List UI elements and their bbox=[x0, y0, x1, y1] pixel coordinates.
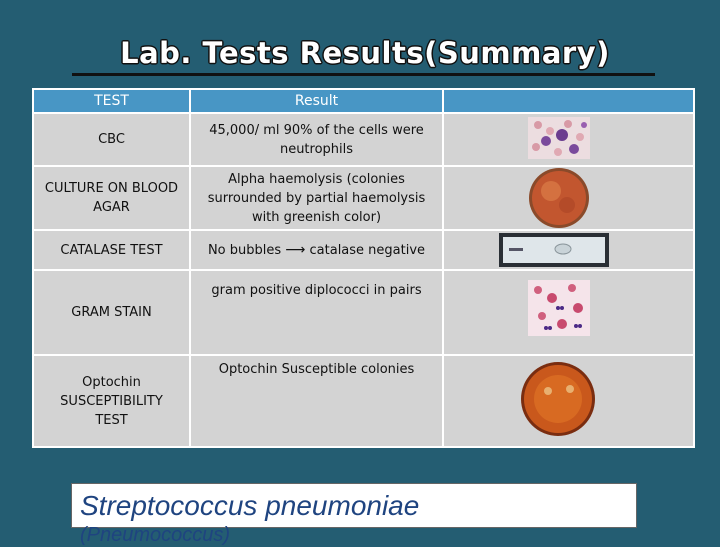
image-cell bbox=[443, 230, 694, 270]
gram-stain-image bbox=[528, 280, 590, 336]
optochin-plate-image bbox=[520, 361, 596, 437]
header-result: Result bbox=[190, 89, 443, 113]
right-arrow-icon: ⟶ bbox=[285, 241, 306, 258]
image-cell bbox=[443, 166, 694, 230]
test-name: CATALASE TEST bbox=[33, 230, 190, 270]
catalase-result-after: catalase negative bbox=[309, 242, 426, 258]
catalase-slide-image bbox=[499, 233, 609, 267]
title-underline bbox=[72, 73, 655, 76]
table-row bbox=[33, 270, 694, 355]
test-name: Optochin SUSCEPTIBILITY TEST bbox=[33, 355, 190, 447]
table-row bbox=[33, 113, 694, 166]
test-name: CULTURE ON BLOOD AGAR bbox=[33, 166, 190, 230]
table-header-row bbox=[33, 89, 694, 113]
header-test: TEST bbox=[33, 89, 190, 113]
test-result: Optochin Susceptible colonies bbox=[190, 355, 443, 447]
image-cell bbox=[443, 113, 694, 166]
table-row bbox=[33, 166, 694, 230]
blood-smear-image bbox=[528, 117, 590, 159]
page-title: Lab. Tests Results(Summary) bbox=[120, 36, 610, 70]
answer-organism: Streptococcus pneumoniae bbox=[80, 490, 420, 521]
answer-box bbox=[71, 483, 637, 546]
test-name: CBC bbox=[33, 113, 190, 166]
test-result: 45,000/ ml 90% of the cells were neutrophils bbox=[190, 113, 443, 166]
test-name: GRAM STAIN bbox=[33, 270, 190, 355]
blood-agar-plate-image bbox=[527, 167, 591, 229]
catalase-result-before: No bubbles bbox=[207, 242, 282, 258]
image-cell bbox=[443, 270, 694, 355]
test-result bbox=[190, 230, 443, 270]
image-cell bbox=[443, 355, 694, 447]
answer-common-name: (Pneumococcus) bbox=[80, 524, 231, 546]
results-table bbox=[32, 88, 695, 448]
test-result: Alpha haemolysis (colonies surrounded by partial haemolysis with greenish color) bbox=[190, 166, 443, 230]
header-image bbox=[443, 89, 694, 113]
table-row bbox=[33, 230, 694, 270]
test-result: gram positive diplococci in pairs bbox=[190, 270, 443, 355]
table-row bbox=[33, 355, 694, 447]
